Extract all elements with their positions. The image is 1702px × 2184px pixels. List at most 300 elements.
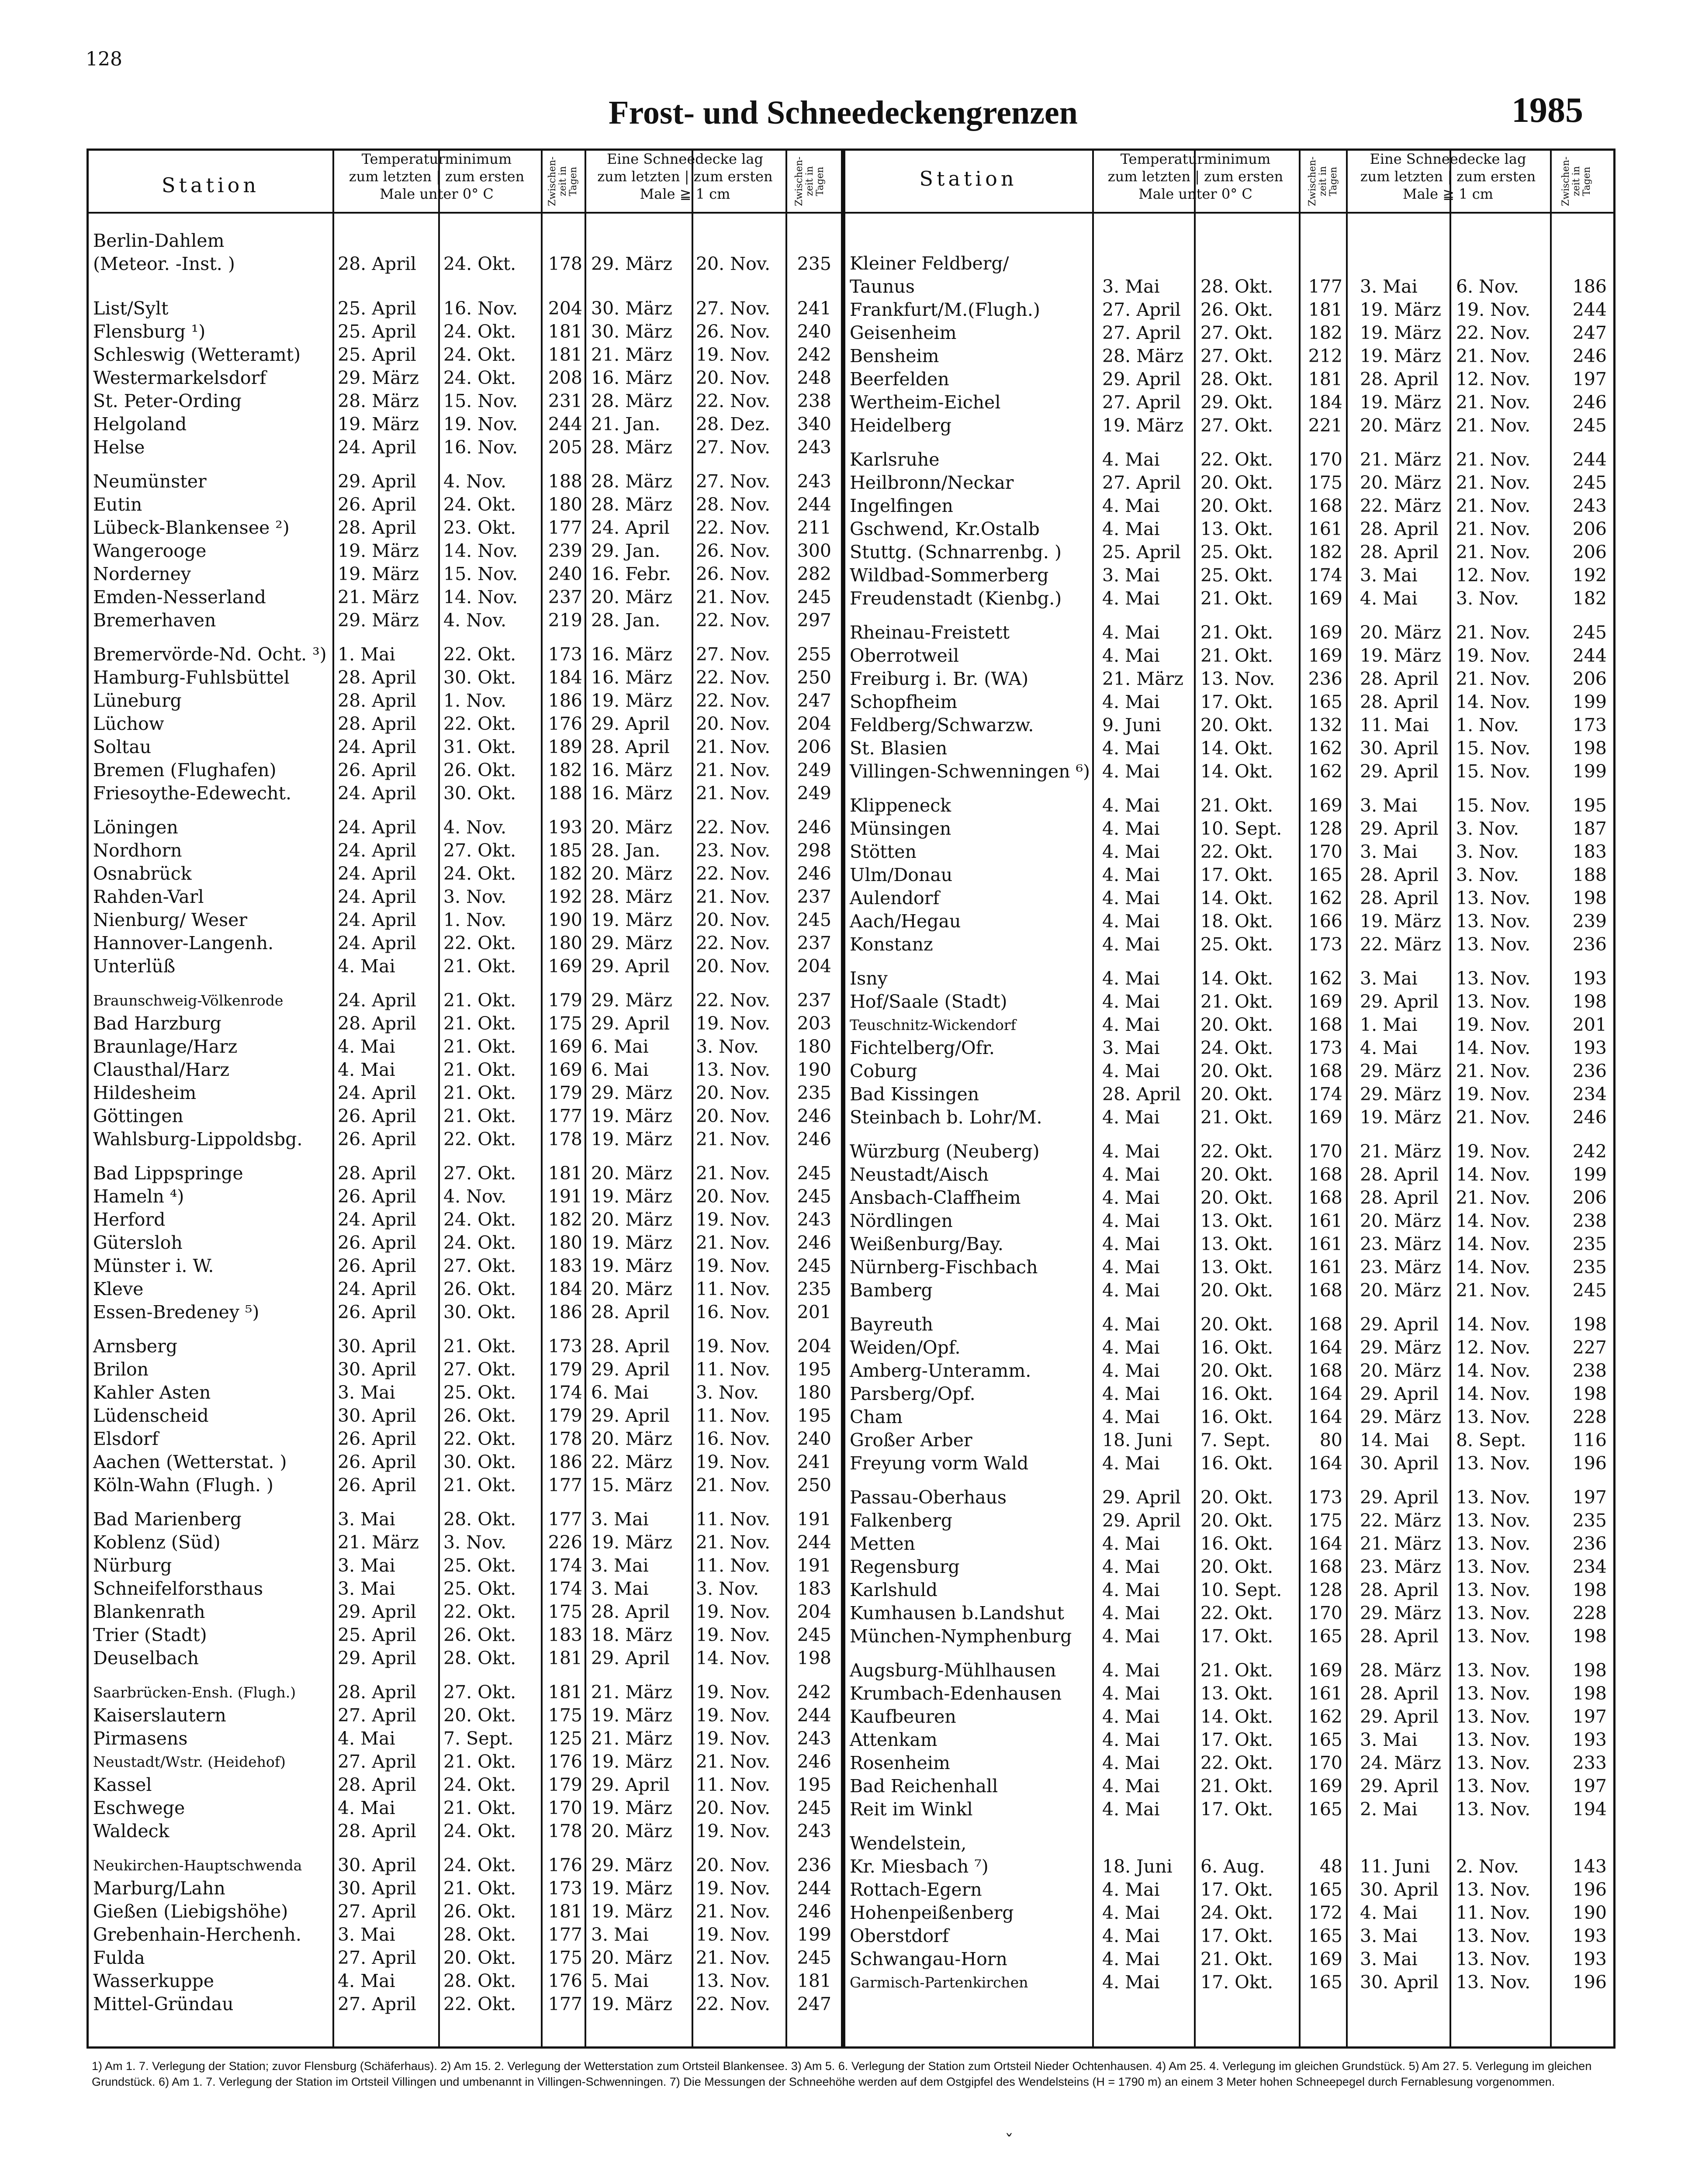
cell-s2: 13. Nov.	[1456, 1533, 1531, 1554]
cell-s2: 21. Nov.	[1456, 346, 1531, 366]
cell-i2: 228	[1572, 1406, 1607, 1427]
station-name: Reit im Winkl	[850, 1799, 973, 1820]
cell-i2: 196	[1572, 1453, 1607, 1474]
cell-t2: 25. Okt.	[443, 1578, 516, 1599]
cell-s1: 28. April	[1360, 668, 1439, 689]
station-name: Helgoland	[93, 414, 187, 435]
cell-t2: 24. Okt.	[1200, 1037, 1273, 1058]
cell-i2: 197	[1572, 1706, 1607, 1727]
cell-t1: 24. April	[338, 840, 416, 861]
cell-t1: 4. Mai	[1102, 1626, 1160, 1647]
table-row	[89, 1233, 1613, 1256]
cell-i1: 173	[1308, 934, 1342, 955]
cell-i2: 242	[1572, 1141, 1607, 1162]
cell-i1: 162	[1308, 1706, 1342, 1727]
station-name: Bad Harzburg	[93, 1013, 221, 1034]
cell-t2: 18. Okt.	[1200, 911, 1273, 932]
station-name: Koblenz (Süd)	[93, 1532, 221, 1553]
header-interval-left-1: Zwischen-zeit in Tagen	[547, 156, 579, 206]
station-name: Schopfheim	[850, 691, 958, 712]
cell-i1: 181	[1308, 299, 1342, 320]
cell-s2: 21. Nov.	[696, 886, 771, 907]
cell-i1: 184	[1308, 392, 1342, 413]
cell-i2: 238	[1572, 1210, 1607, 1231]
cell-i1: 128	[1308, 1579, 1342, 1600]
cell-i2: 194	[1572, 1799, 1607, 1820]
cell-s2: 21. Nov.	[696, 1163, 771, 1184]
cell-t1: 29. April	[338, 1648, 416, 1669]
station-name: Aach/Hegau	[850, 911, 961, 932]
cell-t1: 4. Mai	[1102, 934, 1160, 955]
cell-t1: 4. Mai	[1102, 818, 1160, 839]
station-name: Nordhorn	[93, 840, 182, 861]
cell-t2: 22. Okt.	[443, 1129, 516, 1150]
cell-s1: 28. April	[1360, 1626, 1439, 1647]
cell-t2: 22. Okt.	[443, 644, 516, 665]
station-name: Rosenheim	[850, 1752, 950, 1773]
cell-i1: 169	[1308, 1949, 1342, 1970]
cell-i1: 166	[1308, 911, 1342, 932]
cell-i2: 240	[797, 1428, 831, 1449]
cell-s1: 4. Mai	[1360, 1037, 1418, 1058]
station-name: Schneifelforsthaus	[93, 1578, 263, 1599]
cell-i2: 245	[797, 1186, 831, 1207]
cell-s2: 21. Nov.	[1456, 1061, 1531, 1082]
cell-t1: 4. Mai	[1102, 795, 1160, 816]
cell-i2: 201	[1572, 1014, 1607, 1035]
cell-s1: 16. März	[591, 367, 672, 388]
cell-i2: 250	[797, 1475, 831, 1496]
cell-i2: 235	[797, 1279, 831, 1299]
cell-t1: 28. April	[338, 1013, 416, 1034]
cell-i1: 186	[548, 690, 582, 711]
cell-i2: 199	[1572, 761, 1607, 782]
cell-i1: 132	[1308, 715, 1342, 736]
cell-t2: 17. Okt.	[1200, 1972, 1273, 1993]
table-row	[89, 1429, 1613, 1452]
cell-i1: 165	[1308, 1925, 1342, 1946]
cell-i1: 169	[1308, 991, 1342, 1012]
table-row	[89, 1163, 1613, 1186]
cell-t2: 14. Okt.	[1200, 1706, 1273, 1727]
cell-t1: 3. Mai	[338, 1578, 395, 1599]
station-name: Bremen (Flughafen)	[93, 760, 277, 781]
cell-s1: 29. März	[591, 253, 672, 274]
table-row	[89, 887, 1613, 910]
station-name: Großer Arber	[850, 1430, 972, 1451]
station-name: Amberg-Unteramm.	[850, 1360, 1031, 1381]
cell-t1: 4. Mai	[1102, 761, 1160, 782]
page-number: 128	[86, 48, 122, 70]
cell-s1: 29. März	[591, 1855, 672, 1876]
station-name: Weißenburg/Bay.	[850, 1234, 1003, 1254]
cell-s1: 22. März	[1360, 934, 1441, 955]
cell-s1: 20. März	[591, 1947, 672, 1968]
cell-i1: 128	[1308, 818, 1342, 839]
station-name: Elsdorf	[93, 1428, 159, 1449]
cell-i1: 165	[1308, 1879, 1342, 1900]
cell-i1: 165	[1308, 1626, 1342, 1647]
station-name: Eschwege	[93, 1797, 185, 1818]
cell-t2: 17. Okt.	[1200, 1799, 1273, 1820]
cell-s2: 8. Sept.	[1456, 1430, 1526, 1451]
cell-i2: 198	[1572, 1683, 1607, 1704]
cell-s2: 20. Nov.	[696, 253, 771, 274]
cell-s2: 21. Nov.	[696, 1129, 771, 1150]
cell-s1: 24. März	[1360, 1752, 1441, 1773]
cell-s2: 21. Nov.	[696, 587, 771, 608]
station-name: Passau-Oberhaus	[850, 1487, 1007, 1508]
station-name: Bensheim	[850, 346, 939, 366]
station-name: Pirmasens	[93, 1728, 188, 1749]
cell-i1: 177	[548, 517, 582, 538]
cell-i2: 235	[797, 253, 831, 274]
cell-s2: 6. Nov.	[1456, 276, 1519, 297]
frost-snow-table	[86, 149, 1616, 2049]
cell-i1: 181	[548, 344, 582, 365]
cell-i2: 244	[1572, 449, 1607, 470]
cell-t1: 27. April	[1102, 299, 1181, 320]
cell-t2: 24. Okt.	[443, 1821, 516, 1842]
station-name: Bamberg	[850, 1280, 933, 1301]
cell-s1: 28. April	[1360, 888, 1439, 909]
station-name: Unterlüß	[93, 956, 176, 977]
cell-i1: 193	[548, 817, 582, 838]
cell-s1: 20. März	[1360, 1280, 1441, 1301]
cell-t1: 4. Mai	[1102, 968, 1160, 989]
cell-i2: 204	[797, 713, 831, 734]
cell-i2: 246	[797, 817, 831, 838]
cell-i1: 174	[548, 1555, 582, 1576]
cell-s2: 13. Nov.	[1456, 1603, 1531, 1624]
cell-s1: 16. Febr.	[591, 563, 671, 584]
cell-s1: 16. März	[591, 667, 672, 688]
cell-i1: 178	[548, 1428, 582, 1449]
cell-i2: 196	[1572, 1879, 1607, 1900]
station-name: Ansbach-Claffheim	[850, 1187, 1021, 1208]
cell-i2: 199	[1572, 691, 1607, 712]
cell-s1: 20. März	[591, 817, 672, 838]
cell-t2: 21. Okt.	[443, 1751, 516, 1772]
table-row	[89, 1313, 1613, 1336]
cell-s2: 21. Nov.	[1456, 1280, 1531, 1301]
cell-s1: 29. März	[591, 990, 672, 1011]
cell-t2: 17. Okt.	[1200, 1879, 1273, 1900]
cell-t2: 4. Nov.	[443, 1186, 507, 1207]
cell-t2: 4. Nov.	[443, 610, 507, 631]
cell-i2: 195	[797, 1774, 831, 1795]
cell-t1: 4. Mai	[1102, 518, 1160, 539]
cell-t2: 21. Okt.	[1200, 1107, 1273, 1128]
cell-t1: 29. April	[1102, 369, 1181, 390]
cell-s2: 13. Nov.	[1456, 1799, 1531, 1820]
cell-i2: 243	[797, 437, 831, 458]
cell-i2: 235	[1572, 1234, 1607, 1254]
cell-s1: 19. März	[591, 909, 672, 930]
cell-s2: 21. Nov.	[1456, 449, 1531, 470]
cell-t2: 21. Okt.	[1200, 1949, 1273, 1970]
cell-t2: 28. Okt.	[443, 1648, 516, 1669]
cell-t1: 24. April	[338, 863, 416, 884]
cell-t2: 22. Okt.	[443, 1601, 516, 1622]
table-row	[89, 1013, 1613, 1037]
cell-i1: 177	[548, 1106, 582, 1127]
cell-t1: 28. April	[338, 667, 416, 688]
cell-i1: 190	[548, 909, 582, 930]
cell-i2: 246	[797, 863, 831, 884]
cell-t1: 25. April	[338, 321, 416, 342]
cell-s2: 12. Nov.	[1456, 565, 1531, 586]
station-name: Braunschweig-Völkenrode	[93, 992, 284, 1009]
cell-i1: 174	[1308, 565, 1342, 586]
station-name: Osnabrück	[93, 863, 192, 884]
cell-s1: 3. Mai	[1360, 565, 1418, 586]
cell-i2: 246	[797, 1751, 831, 1772]
header-temp-sub-left: zum letzten | zum ersten	[349, 168, 525, 185]
cell-t1: 28. April	[338, 253, 416, 274]
cell-s2: 21. Nov.	[1456, 668, 1531, 689]
cell-i2: 198	[1572, 1579, 1607, 1600]
station-name: Lüchow	[93, 713, 164, 734]
station-name: Nördlingen	[850, 1210, 953, 1231]
cell-t2: 21. Okt.	[443, 1013, 516, 1034]
cell-i1: 173	[548, 644, 582, 665]
cell-s1: 19. März	[1360, 322, 1441, 343]
table-row	[89, 1925, 1613, 1948]
cell-s2: 22. Nov.	[696, 1994, 771, 2015]
cell-i1: 168	[1308, 1164, 1342, 1185]
cell-i1: 212	[1308, 346, 1342, 366]
cell-t1: 28. April	[338, 1682, 416, 1703]
cell-t2: 14. Okt.	[1200, 888, 1273, 909]
cell-i2: 250	[797, 667, 831, 688]
cell-s2: 19. Nov.	[1456, 645, 1531, 666]
table-row	[89, 587, 1613, 610]
cell-s1: 20. März	[591, 587, 672, 608]
table-row	[89, 1083, 1613, 1106]
cell-t2: 24. Okt.	[443, 321, 516, 342]
cell-s2: 20. Nov.	[696, 1797, 771, 1818]
table-row	[89, 494, 1613, 518]
cell-s1: 19. März	[591, 1232, 672, 1253]
table-row	[89, 1948, 1613, 1971]
station-name: Köln-Wahn (Flugh. )	[93, 1475, 273, 1496]
station-name: Stötten	[850, 841, 917, 862]
cell-i1: 170	[1308, 1603, 1342, 1624]
cell-s1: 20. März	[1360, 622, 1441, 643]
cell-t2: 10. Sept.	[1200, 1579, 1282, 1600]
cell-s1: 24. April	[591, 517, 670, 538]
station-name: Blankenrath	[93, 1601, 205, 1622]
cell-t2: 7. Sept.	[1200, 1430, 1271, 1451]
cell-t2: 28. Okt.	[1200, 276, 1273, 297]
cell-t2: 23. Okt.	[443, 517, 516, 538]
cell-s1: 20. März	[591, 1209, 672, 1230]
cell-s1: 19. März	[591, 1106, 672, 1127]
cell-s2: 19. Nov.	[696, 1624, 771, 1645]
cell-i1: 179	[548, 1082, 582, 1103]
table-row	[89, 714, 1613, 737]
table-row	[89, 414, 1613, 437]
cell-i1: 176	[548, 1751, 582, 1772]
cell-t1: 3. Mai	[1102, 1037, 1160, 1058]
cell-t1: 26. April	[338, 494, 416, 515]
station-name: Grebenhain-Herchenh.	[93, 1924, 301, 1945]
cell-i2: 245	[1572, 1280, 1607, 1301]
cell-i2: 236	[797, 1855, 831, 1876]
cell-t1: 28. April	[338, 517, 416, 538]
header-snow-sub2-left: Male ≧ 1 cm	[640, 186, 730, 202]
cell-i1: 182	[1308, 322, 1342, 343]
cell-t2: 27. Okt.	[443, 1163, 516, 1184]
cell-t2: 21. Okt.	[1200, 622, 1273, 643]
cell-i1: 177	[548, 1924, 582, 1945]
cell-t2: 20. Okt.	[1200, 472, 1273, 493]
cell-s1: 19. März	[1360, 299, 1441, 320]
cell-t2: 25. Okt.	[1200, 565, 1273, 586]
cell-s1: 29. April	[591, 1359, 670, 1380]
station-name: List/Sylt	[93, 298, 169, 319]
cell-s2: 20. Nov.	[696, 1855, 771, 1876]
cell-s2: 11. Nov.	[1456, 1902, 1531, 1923]
station-name: Steinbach b. Lohr/M.	[850, 1107, 1042, 1128]
cell-i2: 297	[797, 610, 831, 631]
cell-i1: 169	[548, 1059, 582, 1080]
table-row	[89, 1532, 1613, 1555]
cell-t1: 4. Mai	[1102, 1453, 1160, 1474]
cell-t2: 24. Okt.	[443, 1209, 516, 1230]
table-row	[89, 1509, 1613, 1532]
station-name: Hameln ⁴)	[93, 1186, 184, 1207]
cell-i1: 184	[548, 667, 582, 688]
station-name: Klippeneck	[850, 795, 951, 816]
cell-t1: 27. April	[338, 1901, 416, 1922]
cell-t1: 30. April	[338, 1855, 416, 1876]
cell-i2: 197	[1572, 1487, 1607, 1508]
cell-s1: 29. März	[591, 1082, 672, 1103]
cell-t2: 28. Okt.	[1200, 369, 1273, 390]
cell-s2: 3. Nov.	[1456, 841, 1519, 862]
cell-i1: 183	[548, 1255, 582, 1276]
cell-i2: 255	[797, 644, 831, 665]
cell-i1: 177	[1308, 276, 1342, 297]
station-name: Berlin-Dahlem	[93, 230, 225, 251]
cell-i1: 181	[548, 321, 582, 342]
cell-i1: 172	[1308, 1902, 1342, 1923]
cell-s1: 19. März	[591, 690, 672, 711]
cell-i2: 237	[797, 886, 831, 907]
table-row	[89, 448, 1613, 471]
cell-i1: 168	[1308, 1314, 1342, 1335]
table-row	[89, 1140, 1613, 1163]
station-name: Bayreuth	[850, 1314, 933, 1335]
cell-i2: 193	[1572, 968, 1607, 989]
cell-t2: 22. Okt.	[443, 1428, 516, 1449]
cell-t2: 26. Okt.	[1200, 299, 1273, 320]
cell-i2: 241	[797, 1451, 831, 1472]
cell-s2: 14. Nov.	[1456, 1037, 1531, 1058]
cell-s1: 11. Mai	[1360, 715, 1429, 736]
cell-s2: 22. Nov.	[696, 933, 771, 954]
cell-s1: 19. März	[591, 1797, 672, 1818]
cell-i2: 242	[797, 344, 831, 365]
table-row	[89, 1682, 1613, 1705]
cell-i1: 169	[1308, 795, 1342, 816]
cell-t2: 24. Okt.	[443, 494, 516, 515]
cell-t1: 26. April	[338, 1106, 416, 1127]
station-name: Schwangau-Horn	[850, 1949, 1007, 1970]
cell-t2: 3. Nov.	[443, 886, 507, 907]
cell-i1: 170	[1308, 1141, 1342, 1162]
cell-s2: 19. Nov.	[1456, 1014, 1531, 1035]
page-title: Frost- und Schneedeckengrenzen	[609, 94, 1078, 131]
cell-i2: 237	[797, 990, 831, 1011]
station-name: Oberrotweil	[850, 645, 959, 666]
station-name: Isny	[850, 968, 888, 989]
station-name: Wendelstein,	[850, 1833, 967, 1854]
cell-t2: 20. Okt.	[1200, 1280, 1273, 1301]
cell-s1: 30. März	[591, 321, 672, 342]
cell-i2: 183	[1572, 841, 1607, 862]
cell-t1: 4. Mai	[1102, 1706, 1160, 1727]
cell-s2: 21. Nov.	[1456, 542, 1531, 563]
cell-i2: 191	[797, 1555, 831, 1576]
cell-s1: 20. März	[1360, 415, 1441, 436]
station-name: Eutin	[93, 494, 142, 515]
table-row	[89, 252, 1613, 275]
cell-s2: 13. Nov.	[1456, 1879, 1531, 1900]
cell-t1: 4. Mai	[1102, 1164, 1160, 1185]
cell-t2: 22. Okt.	[1200, 1603, 1273, 1624]
cell-i2: 245	[1572, 415, 1607, 436]
table-row	[89, 667, 1613, 691]
cell-s2: 14. Nov.	[1456, 1234, 1531, 1254]
table-row	[89, 321, 1613, 345]
cell-s2: 1. Nov.	[1456, 715, 1519, 736]
cell-i1: 169	[1308, 645, 1342, 666]
cell-s2: 26. Nov.	[696, 321, 771, 342]
station-name: Weiden/Opf.	[850, 1337, 961, 1358]
station-name: Ingelfingen	[850, 495, 953, 516]
table-row	[89, 1602, 1613, 1625]
cell-s2: 13. Nov.	[1456, 1683, 1531, 1704]
cell-i1: 162	[1308, 738, 1342, 759]
cell-i2: 198	[797, 1648, 831, 1669]
station-name: Brilon	[93, 1359, 149, 1380]
cell-t2: 20. Okt.	[1200, 1487, 1273, 1508]
cell-t1: 28. April	[338, 1163, 416, 1184]
cell-t1: 25. April	[338, 344, 416, 365]
cell-s2: 22. Nov.	[696, 390, 771, 411]
cell-t1: 4. Mai	[1102, 1603, 1160, 1624]
cell-t1: 4. Mai	[338, 1970, 395, 1991]
cell-t2: 21. Okt.	[443, 1878, 516, 1899]
station-name: Kahler Asten	[93, 1382, 211, 1403]
cell-t2: 13. Okt.	[1200, 1257, 1273, 1278]
table-row	[89, 1625, 1613, 1648]
cell-s2: 26. Nov.	[696, 563, 771, 584]
cell-s2: 13. Nov.	[1456, 1925, 1531, 1946]
cell-s1: 21. März	[591, 344, 672, 365]
cell-s2: 2. Nov.	[1456, 1856, 1519, 1877]
cell-t2: 24. Okt.	[1200, 1902, 1273, 1923]
cell-s1: 28. April	[1360, 691, 1439, 712]
cell-t2: 14. Okt.	[1200, 968, 1273, 989]
cell-i1: 179	[548, 1359, 582, 1380]
cell-s2: 3. Nov.	[696, 1578, 759, 1599]
cell-i1: 219	[548, 610, 582, 631]
cell-i2: 204	[797, 956, 831, 977]
